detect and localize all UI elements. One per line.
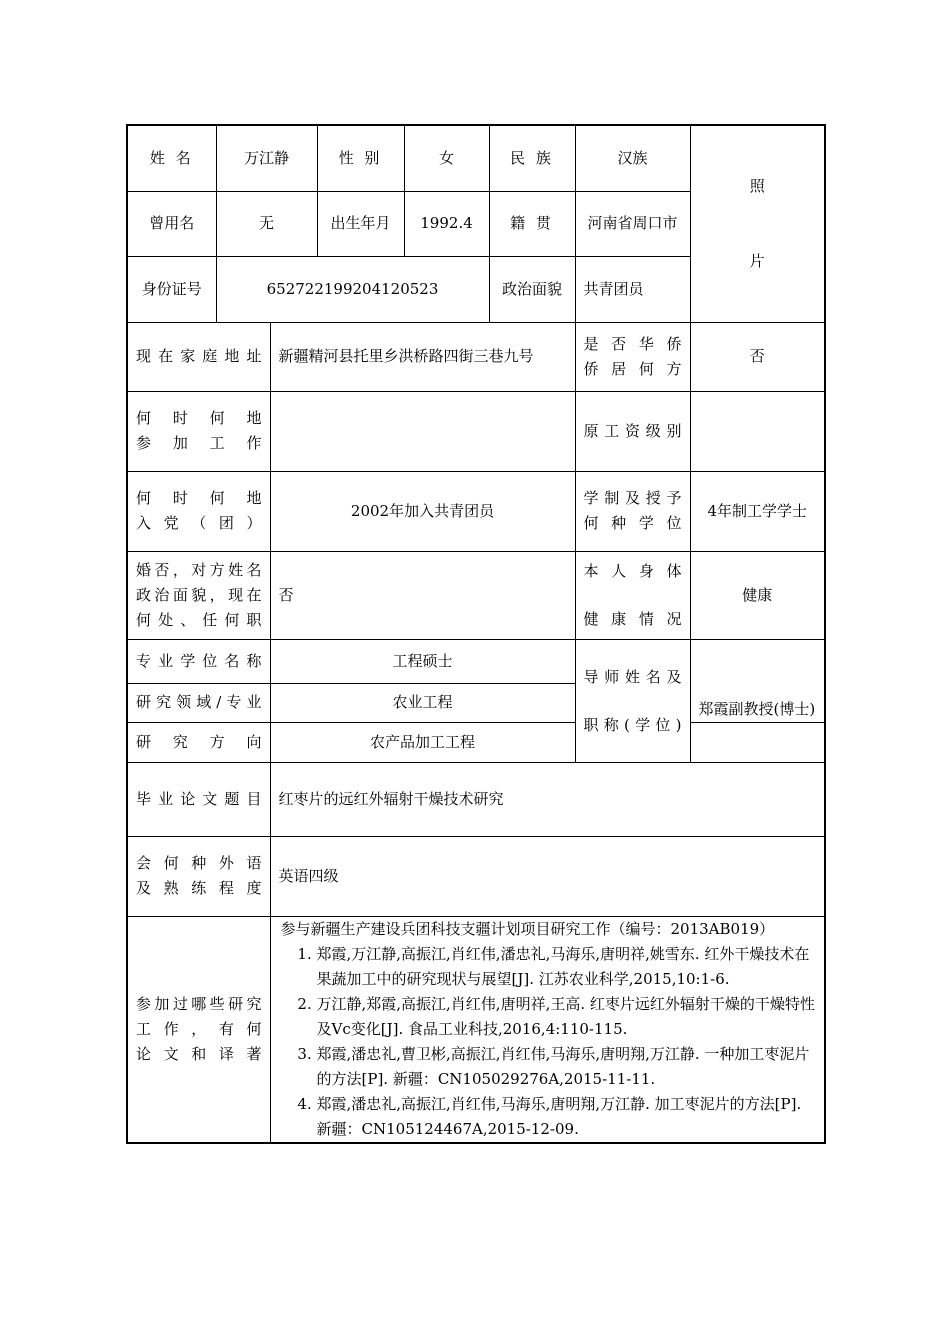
publication-item: 2. 万江静,郑霞,高振江,肖红伟,唐明祥,王高. 红枣片远红外辐射干燥的干燥特性及Vc变化[J]. 食品工业科技,2016,4:110-115. — [317, 992, 817, 1042]
publication-item: 3. 郑霞,潘忠礼,曹卫彬,高振江,肖红伟,马海乐,唐明翔,万江静. 一种加工枣泥片的方法[P]. 新疆：CN105029276A,2015-11-11. — [317, 1042, 817, 1092]
advisor-value: 郑霞副教授(博士) — [690, 639, 825, 722]
work-start-label-line1: 何时何地 — [136, 409, 262, 427]
gender-label: 性 别 — [317, 125, 404, 191]
overseas-label-line1: 是否华侨 — [583, 334, 682, 353]
party-join-label-line2: 入党（团） — [136, 514, 262, 532]
photo-label-1: 照 — [749, 177, 765, 195]
publication-list — [281, 942, 817, 1142]
party-join-label — [127, 471, 270, 551]
ethnicity-value: 汉族 — [575, 125, 690, 191]
political-status-value: 共青团员 — [575, 256, 690, 322]
native-place-value: 河南省周口市 — [575, 191, 690, 256]
marriage-label-line1: 婚否，对方姓名 — [136, 560, 262, 579]
student-info-form — [126, 124, 826, 1144]
health-value: 健康 — [690, 551, 825, 639]
research-field-value: 农业工程 — [270, 683, 575, 722]
overseas-value: 否 — [690, 322, 825, 391]
advisor-value-continued — [690, 722, 825, 762]
degree-system-label-line2: 何种学位 — [583, 514, 682, 532]
research-works-label-line3: 论文和译著 — [136, 1044, 262, 1063]
publication-item: 1. 郑霞,万江静,高振江,肖红伟,潘忠礼,马海乐,唐明祥,姚雪东. 红外干燥技术在果蔬加工中的研究现状与展望[J]. 江苏农业科学,2015,10:1-6. — [317, 942, 817, 992]
gender-value: 女 — [404, 125, 489, 191]
former-name-value: 无 — [216, 191, 317, 256]
marriage-label — [127, 551, 270, 639]
degree-name-label: 专业学位名称 — [127, 639, 270, 683]
advisor-label-line1: 导师姓名及 — [583, 667, 682, 686]
research-works-value — [270, 916, 825, 1143]
work-start-label-line2: 参加工作 — [136, 434, 262, 452]
research-field-label: 研究领域/专业 — [127, 683, 270, 722]
ethnicity-label: 民 族 — [489, 125, 575, 191]
advisor-label — [575, 639, 690, 762]
overseas-label-line2: 侨居何方 — [583, 359, 682, 378]
name-label: 姓 名 — [127, 125, 216, 191]
research-works-label — [127, 916, 270, 1143]
thesis-title-value: 红枣片的远红外辐射干燥技术研究 — [270, 762, 825, 836]
language-label-line2: 及熟练程度 — [136, 879, 262, 897]
political-status-label: 政治面貌 — [489, 256, 575, 322]
salary-grade-label: 原工资级别 — [575, 391, 690, 471]
degree-name-value: 工程硕士 — [270, 639, 575, 683]
birth-label: 出生年月 — [317, 191, 404, 256]
degree-system-label — [575, 471, 690, 551]
thesis-title-label: 毕业论文题目 — [127, 762, 270, 836]
home-address-value: 新疆精河县托里乡洪桥路四街三巷九号 — [270, 322, 575, 391]
advisor-label-line2: 职称(学位) — [583, 715, 682, 734]
id-number-label: 身份证号 — [127, 256, 216, 322]
work-start-label — [127, 391, 270, 471]
health-label — [575, 551, 690, 639]
photo-placeholder — [690, 125, 825, 322]
marriage-label-line3: 何处、任何职 — [136, 610, 262, 629]
native-place-label: 籍 贯 — [489, 191, 575, 256]
health-label-line1: 本人身体 — [583, 562, 682, 580]
party-join-value: 2002年加入共青团员 — [270, 471, 575, 551]
work-start-value — [270, 391, 575, 471]
degree-system-value: 4年制工学学士 — [690, 471, 825, 551]
marriage-label-line2: 政治面貌，现在 — [136, 585, 262, 604]
degree-system-label-line1: 学制及授予 — [583, 489, 682, 507]
marriage-value: 否 — [270, 551, 575, 639]
language-label — [127, 836, 270, 916]
overseas-label — [575, 322, 690, 391]
publication-item: 4. 郑霞,潘忠礼,高振江,肖红伟,马海乐,唐明翔,万江静. 加工枣泥片的方法[P]. 新疆：CN105124467A,2015-12-09. — [317, 1092, 817, 1142]
home-address-label: 现在家庭地址 — [127, 322, 270, 391]
research-direction-label: 研究方向 — [127, 722, 270, 762]
language-label-line1: 会何种外语 — [136, 854, 262, 872]
research-works-label-line1: 参加过哪些研究 — [136, 994, 262, 1013]
photo-label-2: 片 — [749, 252, 765, 270]
birth-value: 1992.4 — [404, 191, 489, 256]
health-label-line2: 健康情况 — [583, 610, 682, 628]
language-value: 英语四级 — [270, 836, 825, 916]
research-project-intro: 参与新疆生产建设兵团科技支疆计划项目研究工作（编号：2013AB019） — [280, 919, 775, 938]
former-name-label: 曾用名 — [127, 191, 216, 256]
id-number-value: 652722199204120523 — [216, 256, 489, 322]
party-join-label-line1: 何时何地 — [136, 489, 262, 507]
salary-grade-value — [690, 391, 825, 471]
research-direction-value: 农产品加工工程 — [270, 722, 575, 762]
name-value: 万江静 — [216, 125, 317, 191]
research-works-label-line2: 工作，有何 — [136, 1019, 262, 1038]
